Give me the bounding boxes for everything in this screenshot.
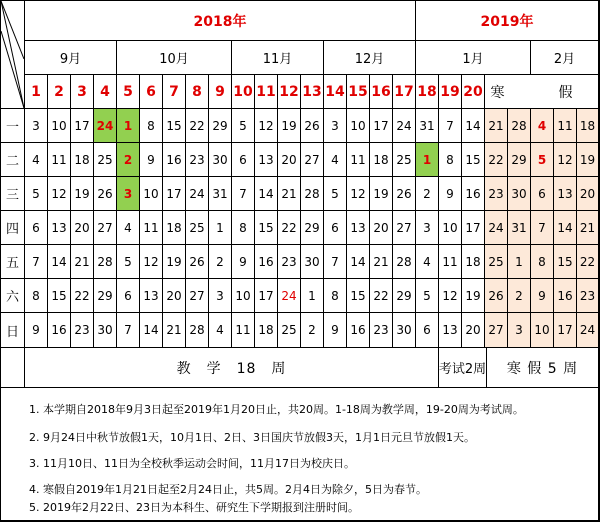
day-cell: 9 <box>324 313 347 348</box>
day-cell: 16 <box>48 313 71 348</box>
day-cell: 25 <box>485 245 508 279</box>
day-cell: 15 <box>255 211 278 245</box>
day-cell: 12 <box>554 143 577 177</box>
day-cell: 21 <box>370 245 393 279</box>
day-cell: 22 <box>186 109 209 143</box>
diagonal-line-1 <box>1 1 24 59</box>
day-cell: 25 <box>393 143 416 177</box>
day-cell: 1 <box>301 279 324 313</box>
notes-box <box>1 388 599 521</box>
week-number-3: 3 <box>71 75 94 109</box>
day-cell: 11 <box>347 143 370 177</box>
day-cell: 13 <box>554 177 577 211</box>
break-weeks-summary: 寒 假 5 周 <box>487 348 599 388</box>
day-cell: 7 <box>117 313 140 348</box>
day-cell: 8 <box>324 279 347 313</box>
day-cell: 14 <box>48 245 71 279</box>
day-cell: 6 <box>25 211 48 245</box>
day-cell: 11 <box>48 143 71 177</box>
day-cell: 18 <box>71 143 94 177</box>
weekday-label-1: 一 <box>1 109 25 143</box>
day-cell: 9 <box>25 313 48 348</box>
day-cell: 14 <box>462 109 485 143</box>
day-cell: 16 <box>255 245 278 279</box>
week-number-11: 11 <box>255 75 278 109</box>
day-cell: 18 <box>255 313 278 348</box>
day-cell: 6 <box>324 211 347 245</box>
day-cell: 6 <box>416 313 439 348</box>
week-number-10: 10 <box>232 75 255 109</box>
day-cell: 13 <box>48 211 71 245</box>
day-cell: 3 <box>508 313 531 348</box>
day-cell: 30 <box>393 313 416 348</box>
day-cell: 26 <box>485 279 508 313</box>
week-number-13: 13 <box>301 75 324 109</box>
week-number-20: 20 <box>462 75 485 109</box>
day-cell: 29 <box>209 109 232 143</box>
day-cell: 28 <box>186 313 209 348</box>
day-cell: 24 <box>577 313 599 348</box>
day-cell: 13 <box>255 143 278 177</box>
day-cell: 7 <box>439 109 462 143</box>
day-cell: 24 <box>278 279 301 313</box>
note-2: 2. 9月24日中秋节放假1天，10月1日、2日、3日国庆节放假3天，1月1日元旦节放假1天。 <box>29 431 475 444</box>
day-cell: 22 <box>577 245 599 279</box>
day-cell: 5 <box>416 279 439 313</box>
day-cell: 16 <box>347 313 370 348</box>
day-cell: 16 <box>462 177 485 211</box>
day-cell: 8 <box>531 245 554 279</box>
day-cell: 20 <box>370 211 393 245</box>
day-cell: 23 <box>71 313 94 348</box>
day-cell: 19 <box>163 245 186 279</box>
month-header-3: 11月 <box>232 41 324 75</box>
day-cell: 1 <box>508 245 531 279</box>
day-cell: 11 <box>439 245 462 279</box>
day-cell: 25 <box>186 211 209 245</box>
day-cell: 2 <box>117 143 140 177</box>
month-header-1: 9月 <box>25 41 117 75</box>
day-cell: 28 <box>94 245 117 279</box>
day-cell: 10 <box>531 313 554 348</box>
day-cell: 4 <box>416 245 439 279</box>
day-cell: 3 <box>117 177 140 211</box>
day-cell: 2 <box>508 279 531 313</box>
day-cell: 23 <box>186 143 209 177</box>
day-cell: 19 <box>370 177 393 211</box>
day-cell: 6 <box>117 279 140 313</box>
day-cell: 8 <box>25 279 48 313</box>
day-cell: 26 <box>301 109 324 143</box>
month-header-6: 2月 <box>531 41 599 75</box>
day-cell: 21 <box>71 245 94 279</box>
day-cell: 4 <box>117 211 140 245</box>
week-number-4: 4 <box>94 75 117 109</box>
day-cell: 24 <box>186 177 209 211</box>
day-cell: 7 <box>324 245 347 279</box>
day-cell: 3 <box>324 109 347 143</box>
day-cell: 16 <box>163 143 186 177</box>
day-cell: 6 <box>232 143 255 177</box>
day-cell: 2 <box>416 177 439 211</box>
day-cell: 15 <box>554 245 577 279</box>
weekday-label-6: 六 <box>1 279 25 313</box>
day-cell: 19 <box>278 109 301 143</box>
day-cell: 5 <box>324 177 347 211</box>
day-cell: 9 <box>439 177 462 211</box>
day-cell: 30 <box>301 245 324 279</box>
day-cell: 10 <box>232 279 255 313</box>
corner-cell <box>1 1 25 109</box>
day-cell: 28 <box>508 109 531 143</box>
day-cell: 17 <box>370 109 393 143</box>
day-cell: 19 <box>71 177 94 211</box>
day-cell: 10 <box>439 211 462 245</box>
day-cell: 5 <box>117 245 140 279</box>
week-number-19: 19 <box>439 75 462 109</box>
day-cell: 11 <box>554 109 577 143</box>
month-header-4: 12月 <box>324 41 416 75</box>
day-cell: 31 <box>508 211 531 245</box>
week-number-1: 1 <box>25 75 48 109</box>
year-2019: 2019年 <box>416 1 599 41</box>
day-cell: 1 <box>117 109 140 143</box>
week-number-6: 6 <box>140 75 163 109</box>
day-cell: 17 <box>554 313 577 348</box>
day-cell: 15 <box>347 279 370 313</box>
week-number-18: 18 <box>416 75 439 109</box>
week-number-2: 2 <box>48 75 71 109</box>
weekday-label-7: 日 <box>1 313 25 348</box>
day-cell: 25 <box>278 313 301 348</box>
week-number-5: 5 <box>117 75 140 109</box>
day-cell: 4 <box>25 143 48 177</box>
week-number-16: 16 <box>370 75 393 109</box>
winter-break-label: 寒 假 <box>485 75 599 109</box>
day-cell: 27 <box>301 143 324 177</box>
day-cell: 10 <box>48 109 71 143</box>
day-cell: 12 <box>347 177 370 211</box>
month-header-2: 10月 <box>117 41 232 75</box>
week-number-14: 14 <box>324 75 347 109</box>
day-cell: 29 <box>301 211 324 245</box>
day-cell: 4 <box>531 109 554 143</box>
day-cell: 20 <box>577 177 599 211</box>
day-cell: 23 <box>370 313 393 348</box>
day-cell: 14 <box>347 245 370 279</box>
weekday-label-2: 二 <box>1 143 25 177</box>
note-3: 3. 11月10日、11日为全校秋季运动会时间，11月17日为校庆日。 <box>29 457 355 470</box>
day-cell: 29 <box>393 279 416 313</box>
day-cell: 26 <box>393 177 416 211</box>
day-cell: 18 <box>163 211 186 245</box>
day-cell: 10 <box>347 109 370 143</box>
summary-left-spacer <box>1 348 25 388</box>
day-cell: 7 <box>531 211 554 245</box>
day-cell: 13 <box>347 211 370 245</box>
day-cell: 24 <box>485 211 508 245</box>
day-cell: 6 <box>531 177 554 211</box>
day-cell: 30 <box>508 177 531 211</box>
day-cell: 28 <box>393 245 416 279</box>
day-cell: 20 <box>278 143 301 177</box>
exam-weeks-summary: 考试2周 <box>439 348 487 388</box>
day-cell: 5 <box>232 109 255 143</box>
day-cell: 4 <box>324 143 347 177</box>
day-cell: 27 <box>485 313 508 348</box>
day-cell: 29 <box>508 143 531 177</box>
day-cell: 11 <box>232 313 255 348</box>
day-cell: 31 <box>209 177 232 211</box>
day-cell: 17 <box>163 177 186 211</box>
day-cell: 10 <box>140 177 163 211</box>
day-cell: 5 <box>25 177 48 211</box>
day-cell: 12 <box>439 279 462 313</box>
weekday-label-4: 四 <box>1 211 25 245</box>
day-cell: 3 <box>416 211 439 245</box>
day-cell: 19 <box>577 143 599 177</box>
day-cell: 20 <box>163 279 186 313</box>
day-cell: 12 <box>140 245 163 279</box>
day-cell: 15 <box>462 143 485 177</box>
day-cell: 12 <box>255 109 278 143</box>
day-cell: 30 <box>209 143 232 177</box>
day-cell: 24 <box>94 109 117 143</box>
day-cell: 21 <box>577 211 599 245</box>
note-1: 1. 本学期自2018年9月3日起至2019年1月20日止，共20周。1-18周为教学周，19-20周为考试周。 <box>29 403 524 416</box>
day-cell: 23 <box>485 177 508 211</box>
week-number-7: 7 <box>163 75 186 109</box>
day-cell: 20 <box>71 211 94 245</box>
day-cell: 30 <box>94 313 117 348</box>
day-cell: 26 <box>186 245 209 279</box>
day-cell: 9 <box>531 279 554 313</box>
day-cell: 27 <box>94 211 117 245</box>
week-number-12: 12 <box>278 75 301 109</box>
day-cell: 17 <box>71 109 94 143</box>
day-cell: 9 <box>140 143 163 177</box>
day-cell: 25 <box>94 143 117 177</box>
week-number-9: 9 <box>209 75 232 109</box>
day-cell: 5 <box>531 143 554 177</box>
day-cell: 17 <box>255 279 278 313</box>
day-cell: 4 <box>209 313 232 348</box>
day-cell: 2 <box>209 245 232 279</box>
day-cell: 1 <box>416 143 439 177</box>
day-cell: 27 <box>393 211 416 245</box>
day-cell: 24 <box>393 109 416 143</box>
diagonal-line-3 <box>1 31 24 108</box>
day-cell: 1 <box>209 211 232 245</box>
note-4: 4. 寒假自2019年1月21日起至2月24日止，共5周。2月4日为除夕，5日为春节。 <box>29 483 427 496</box>
day-cell: 21 <box>278 177 301 211</box>
month-header-5: 1月 <box>416 41 531 75</box>
day-cell: 3 <box>25 109 48 143</box>
day-cell: 18 <box>370 143 393 177</box>
day-cell: 14 <box>140 313 163 348</box>
day-cell: 11 <box>140 211 163 245</box>
note-5: 5. 2019年2月22日、23日为本科生、研究生下学期报到注册时间。 <box>29 501 359 514</box>
day-cell: 7 <box>25 245 48 279</box>
day-cell: 2 <box>301 313 324 348</box>
day-cell: 14 <box>554 211 577 245</box>
day-cell: 3 <box>209 279 232 313</box>
day-cell: 18 <box>577 109 599 143</box>
day-cell: 12 <box>48 177 71 211</box>
day-cell: 17 <box>462 211 485 245</box>
day-cell: 22 <box>485 143 508 177</box>
day-cell: 13 <box>439 313 462 348</box>
day-cell: 9 <box>232 245 255 279</box>
diagonal-line-2 <box>1 1 24 108</box>
day-cell: 8 <box>439 143 462 177</box>
day-cell: 7 <box>232 177 255 211</box>
day-cell: 21 <box>163 313 186 348</box>
day-cell: 13 <box>140 279 163 313</box>
weekday-label-5: 五 <box>1 245 25 279</box>
day-cell: 15 <box>48 279 71 313</box>
day-cell: 26 <box>94 177 117 211</box>
day-cell: 29 <box>94 279 117 313</box>
day-cell: 22 <box>71 279 94 313</box>
day-cell: 15 <box>163 109 186 143</box>
diagonal-lines <box>1 1 25 109</box>
year-2018: 2018年 <box>25 1 416 41</box>
day-cell: 21 <box>485 109 508 143</box>
week-number-17: 17 <box>393 75 416 109</box>
day-cell: 22 <box>370 279 393 313</box>
day-cell: 19 <box>462 279 485 313</box>
day-cell: 23 <box>577 279 599 313</box>
week-number-15: 15 <box>347 75 370 109</box>
day-cell: 16 <box>554 279 577 313</box>
day-cell: 27 <box>186 279 209 313</box>
week-number-8: 8 <box>186 75 209 109</box>
day-cell: 20 <box>462 313 485 348</box>
day-cell: 22 <box>278 211 301 245</box>
teaching-weeks-summary: 教 学 18 周 <box>25 348 439 388</box>
day-cell: 8 <box>140 109 163 143</box>
day-cell: 14 <box>255 177 278 211</box>
day-cell: 23 <box>278 245 301 279</box>
day-cell: 28 <box>301 177 324 211</box>
weekday-label-3: 三 <box>1 177 25 211</box>
day-cell: 8 <box>232 211 255 245</box>
day-cell: 31 <box>416 109 439 143</box>
day-cell: 18 <box>462 245 485 279</box>
